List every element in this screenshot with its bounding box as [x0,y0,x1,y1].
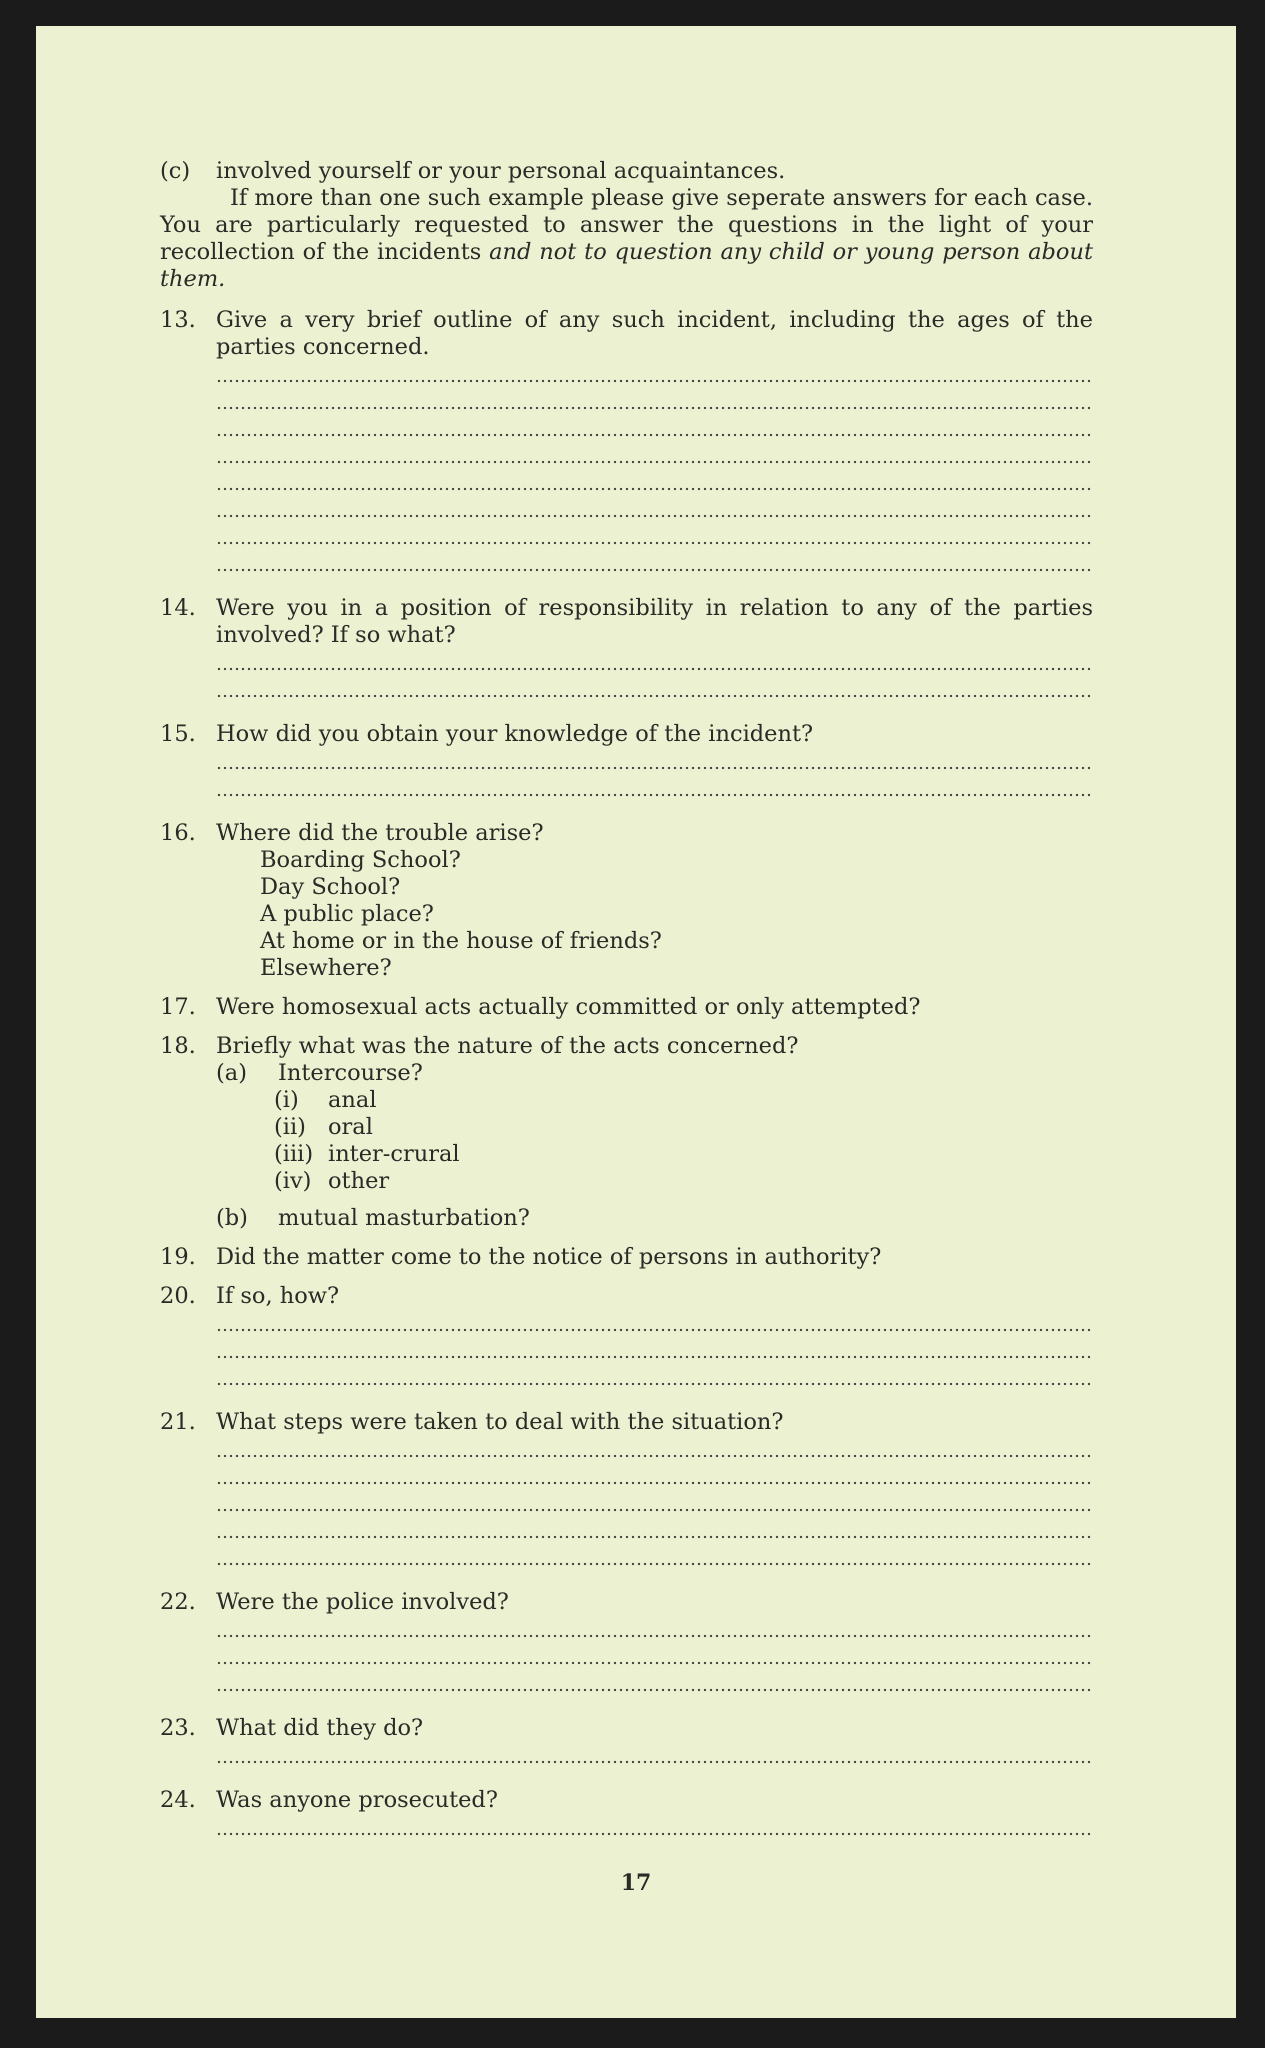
answer-line[interactable] [216,361,1093,388]
page-number: 17 [620,1870,652,1896]
question-number: 20. [160,1283,196,1309]
option-day-school: Day School? [260,874,401,900]
answer-line[interactable] [216,415,1093,442]
sub-item-text: mutual masturbation? [278,1205,530,1231]
answer-line[interactable] [216,469,1093,496]
sub-item-a [216,1060,1093,1087]
answer-line[interactable] [216,1742,1093,1769]
question-22 [160,1589,1093,1697]
question-text: Did the matter come to the notice of persons in authority? [216,1244,882,1270]
sub-item-label: (b) [216,1205,248,1231]
intro-item-c [160,158,1093,185]
answer-line[interactable] [216,1670,1093,1697]
option-elsewhere: Elsewhere? [260,955,392,981]
question-23 [160,1715,1093,1769]
answer-line[interactable] [216,550,1093,577]
question-text: Was anyone prosecuted? [216,1787,498,1813]
question-20 [160,1283,1093,1391]
answer-line[interactable] [216,523,1093,550]
question-number: 18. [160,1033,196,1059]
option-boarding-school: Boarding School? [260,847,461,873]
option-public-place: A public place? [260,901,434,927]
roman-item: (ii) oral [274,1114,373,1140]
questionnaire-page [36,26,1236,2018]
question-number: 22. [160,1589,196,1615]
question-text: How did you obtain your knowledge of the incident? [216,721,814,747]
question-16 [160,820,1093,982]
instructions-paragraph [160,185,1093,293]
answer-line[interactable] [216,442,1093,469]
sub-item-text: Intercourse? [278,1060,423,1086]
roman-item: (iii) inter-crural [274,1141,460,1167]
question-number: 24. [160,1787,196,1813]
question-number: 17. [160,994,196,1020]
answer-line[interactable] [216,1814,1093,1841]
answer-line[interactable] [216,496,1093,523]
answer-line[interactable] [216,1490,1093,1517]
item-c-text: involved yourself or your personal acquaintances. [216,158,786,184]
item-c-label: (c) [160,158,191,184]
answer-line[interactable] [216,1517,1093,1544]
answer-line[interactable] [216,388,1093,415]
question-number: 21. [160,1409,196,1435]
answer-line[interactable] [216,1616,1093,1643]
question-18 [160,1033,1093,1232]
sub-item-label: (a) [216,1060,247,1086]
answer-line[interactable] [216,1337,1093,1364]
question-text: Were homosexual acts actually committed or only attempted? [216,994,921,1020]
instructions-text: If more than one such example please give seperate answers for each case. You are particularly requested to answer the questions in the light of your recollection of the incidents [160,185,1093,265]
answer-line[interactable] [216,1643,1093,1670]
sub-item-b [216,1205,1093,1232]
question-text: Were you in a position of responsibility in relation to any of the parties involved? If so what? [216,595,1093,648]
answer-line[interactable] [216,1310,1093,1337]
answer-line[interactable] [216,748,1093,775]
question-number: 15. [160,721,196,747]
question-text: Were the police involved? [216,1589,509,1615]
answer-line[interactable] [216,649,1093,676]
question-21 [160,1409,1093,1571]
question-17 [160,994,1093,1021]
roman-item: (iv) other [274,1168,390,1194]
question-15 [160,721,1093,802]
instructions-emphasis: and not to question any child or young person about them. [160,239,1093,292]
question-number: 13. [160,307,196,333]
answer-line[interactable] [216,775,1093,802]
option-home: At home or in the house of friends? [260,928,662,954]
question-text: If so, how? [216,1283,340,1309]
question-14 [160,595,1093,703]
answer-line[interactable] [216,1544,1093,1571]
question-19 [160,1244,1093,1271]
answer-line[interactable] [216,1436,1093,1463]
answer-line[interactable] [216,1463,1093,1490]
question-number: 14. [160,595,196,621]
question-13 [160,307,1093,577]
roman-item: (i) anal [274,1087,377,1113]
answer-line[interactable] [216,676,1093,703]
question-text: What steps were taken to deal with the situation? [216,1409,784,1435]
page-content [160,158,1093,1841]
question-24 [160,1787,1093,1841]
question-text: Briefly what was the nature of the acts concerned? [216,1033,799,1059]
question-number: 23. [160,1715,196,1741]
answer-line[interactable] [216,1364,1093,1391]
roman-list [216,1087,1093,1195]
question-text: Give a very brief outline of any such incident, including the ages of the parties concerned. [216,307,1093,360]
question-text: What did they do? [216,1715,424,1741]
question-number: 16. [160,820,196,846]
question-number: 19. [160,1244,196,1270]
question-text: Where did the trouble arise? [216,820,544,846]
